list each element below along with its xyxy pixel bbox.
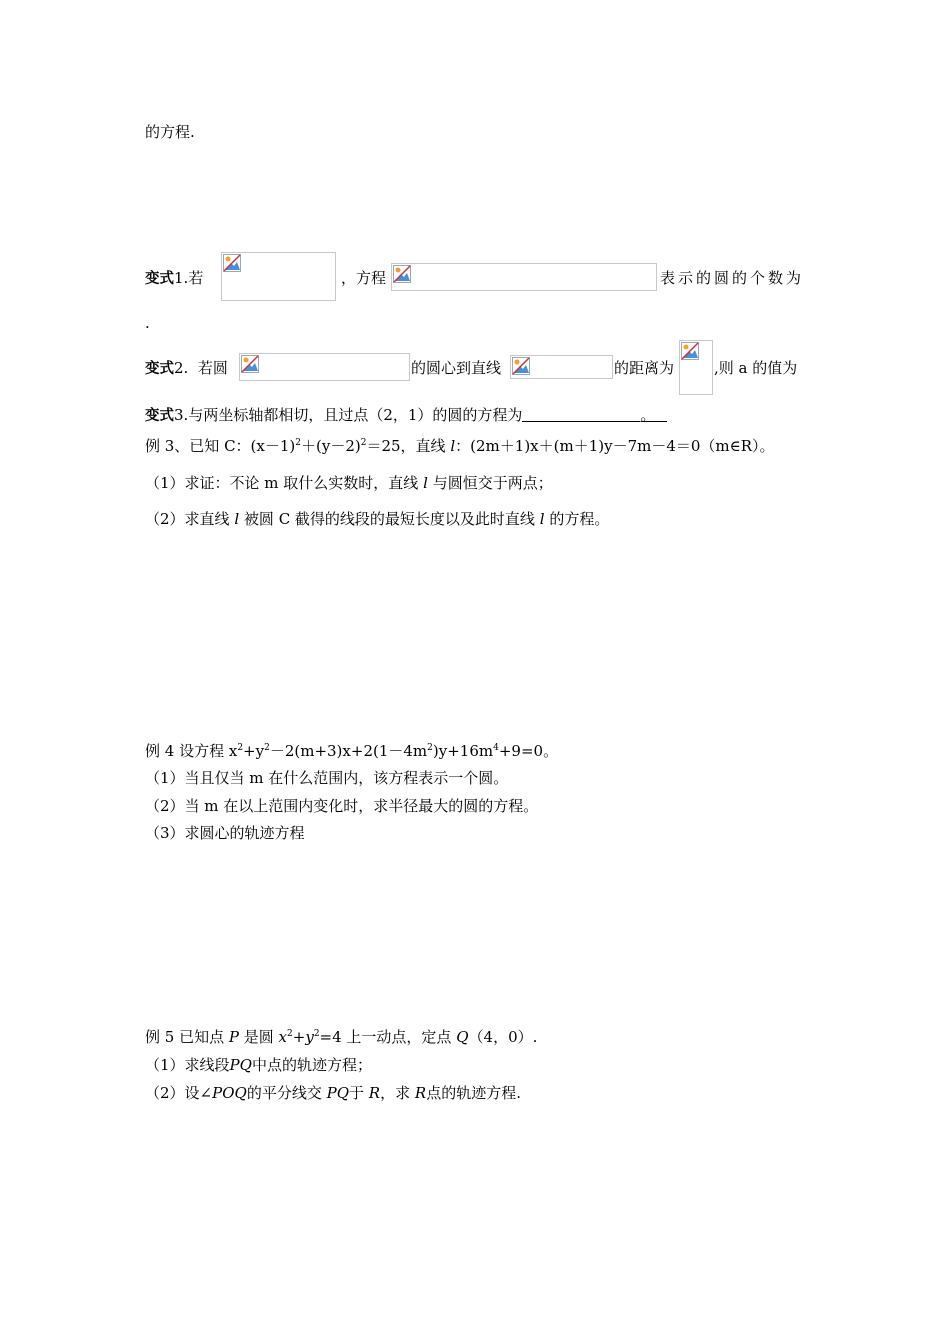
ex5-sup-1: 2 bbox=[287, 1029, 293, 1039]
ex3-q2-text-b: 被圆 C 截得的线段的最短长度以及此时直线 bbox=[243, 510, 535, 528]
ex5-q2-angle-poq: POQ bbox=[212, 1084, 247, 1102]
example-4-statement bbox=[145, 741, 558, 761]
variant-2-label: 变式 bbox=[145, 361, 174, 377]
variant-2-text-pre: 若圆 bbox=[197, 359, 228, 377]
variant-3-end: 。 bbox=[640, 406, 656, 424]
variant-1-label: 变式 bbox=[145, 271, 174, 287]
ex3-sup-2: 2 bbox=[360, 438, 367, 448]
ex5-sup-2: 2 bbox=[313, 1029, 320, 1039]
ex4-sup-2: 2 bbox=[264, 743, 270, 753]
formula-image-1 bbox=[221, 252, 336, 301]
ex5-text-4: （4，0）. bbox=[468, 1028, 538, 1046]
ex5-text-3: =4 上一动点，定点 bbox=[319, 1028, 452, 1046]
ex4-text-2: +y bbox=[243, 742, 265, 760]
ex5-point-q: Q bbox=[456, 1028, 469, 1046]
ex4-text-4: )y+16m bbox=[432, 742, 494, 760]
ex5-q2-text-e: 点的轨迹方程. bbox=[426, 1084, 521, 1102]
ex5-plus: + bbox=[292, 1028, 306, 1046]
ex3-sup-1: 2 bbox=[295, 438, 301, 448]
ex5-q2-text-a: （2）设∠ bbox=[145, 1084, 213, 1102]
ex4-text-3: －2(m+3)x+2(1－4m bbox=[269, 742, 428, 760]
ex5-var-y: y bbox=[305, 1028, 314, 1046]
example-4-question-1: （1）当且仅当 m 在什么范围内，该方程表示一个圆。 bbox=[145, 769, 509, 787]
ex5-q2-point-r-2: R bbox=[414, 1084, 427, 1102]
ex5-q1-segment-pq: PQ bbox=[229, 1056, 252, 1074]
ex5-q2-point-r: R bbox=[368, 1084, 381, 1102]
ex5-point-p: P bbox=[228, 1028, 239, 1046]
example-3-statement bbox=[145, 436, 775, 456]
ex5-q1-text-a: （1）求线段 bbox=[145, 1056, 230, 1074]
ex3-text-3: ＝25，直线 bbox=[366, 437, 446, 455]
example-5-question-1 bbox=[145, 1055, 372, 1075]
ex3-q2-text-a: （2）求直线 bbox=[145, 510, 230, 528]
variant-2-number: 2. bbox=[174, 359, 189, 377]
variant-1-mid: ，方程 bbox=[341, 269, 387, 287]
ex3-text-1: 例 3、已知 C：(x－1) bbox=[145, 437, 296, 455]
example-3-question-2 bbox=[145, 509, 609, 529]
variant-3-label: 变式 bbox=[145, 408, 174, 424]
ex3-text-2: ＋(y－2) bbox=[301, 437, 361, 455]
variant-3-number: 3. bbox=[174, 406, 189, 424]
ex4-sup-3: 2 bbox=[427, 743, 433, 753]
ex5-q2-text-b: 的平分线交 bbox=[246, 1084, 322, 1102]
variant-3 bbox=[145, 405, 667, 426]
ex3-text-4: ：(2m＋1)x＋(m＋1)y－7m－4＝0（m∈R）。 bbox=[455, 437, 775, 455]
broken-image-icon bbox=[241, 355, 259, 373]
ex5-q2-segment-pq: PQ bbox=[326, 1084, 349, 1102]
formula-image-4 bbox=[510, 355, 613, 379]
variant-2-mid2: 的距离为 bbox=[614, 359, 675, 377]
variant-2 bbox=[145, 358, 228, 379]
broken-image-icon bbox=[512, 357, 530, 375]
ex3-q1-line-l: l bbox=[423, 474, 428, 492]
example-4-question-2: （2）当 m 在以上范围内变化时，求半径最大的圆的方程。 bbox=[145, 797, 539, 815]
ex5-q1-text-b: 中点的轨迹方程； bbox=[251, 1056, 372, 1074]
formula-image-2 bbox=[391, 263, 657, 291]
ex5-text-1: 例 5 已知点 bbox=[145, 1028, 225, 1046]
formula-image-3 bbox=[239, 353, 410, 381]
formula-image-5 bbox=[679, 340, 713, 395]
ex5-text-2: 是圆 bbox=[243, 1028, 274, 1046]
answer-blank bbox=[522, 407, 640, 422]
example-4-question-3: （3）求圆心的轨迹方程 bbox=[145, 824, 305, 842]
ex4-sup-4: 4 bbox=[493, 743, 499, 753]
broken-image-icon bbox=[393, 265, 411, 283]
ex5-q2-text-d: ，求 bbox=[380, 1084, 411, 1102]
broken-image-icon bbox=[223, 254, 241, 272]
example-5-question-2 bbox=[145, 1083, 521, 1103]
paragraph-continuation: 的方程. bbox=[145, 123, 195, 141]
variant-1-dot: . bbox=[145, 314, 150, 332]
example-3-question-1 bbox=[145, 473, 553, 493]
ex3-line-l: l bbox=[450, 437, 456, 455]
ex5-q2-text-c: 于 bbox=[349, 1084, 365, 1102]
ex3-q1-text-b: 与圆恒交于两点； bbox=[432, 474, 553, 492]
variant-1-post: 表示的圆的个数为 bbox=[660, 269, 805, 287]
ex3-q2-text-c: 的方程。 bbox=[549, 510, 610, 528]
ex3-q2-line-l-2: l bbox=[539, 510, 545, 528]
ex4-sup-1: 2 bbox=[237, 743, 244, 753]
ex3-q1-text-a: （1）求证：不论 m 取什么实数时，直线 bbox=[145, 474, 419, 492]
variant-3-text: 与两坐标轴都相切，且过点（2，1）的圆的方程为 bbox=[188, 406, 523, 424]
ex4-text-5: +9=0。 bbox=[498, 742, 559, 760]
example-5-statement bbox=[145, 1027, 537, 1047]
ex4-text-1: 例 4 设方程 x bbox=[145, 742, 238, 760]
variant-2-mid1: 的圆心到直线 bbox=[411, 359, 502, 377]
variant-1-number: 1. bbox=[174, 269, 189, 287]
variant-2-post: ,则 a 的值为 bbox=[714, 359, 798, 377]
ex3-q2-line-l: l bbox=[234, 510, 240, 528]
variant-1-text-pre: 若 bbox=[188, 269, 204, 287]
ex5-var-x: x bbox=[278, 1028, 288, 1046]
broken-image-icon bbox=[681, 342, 699, 360]
